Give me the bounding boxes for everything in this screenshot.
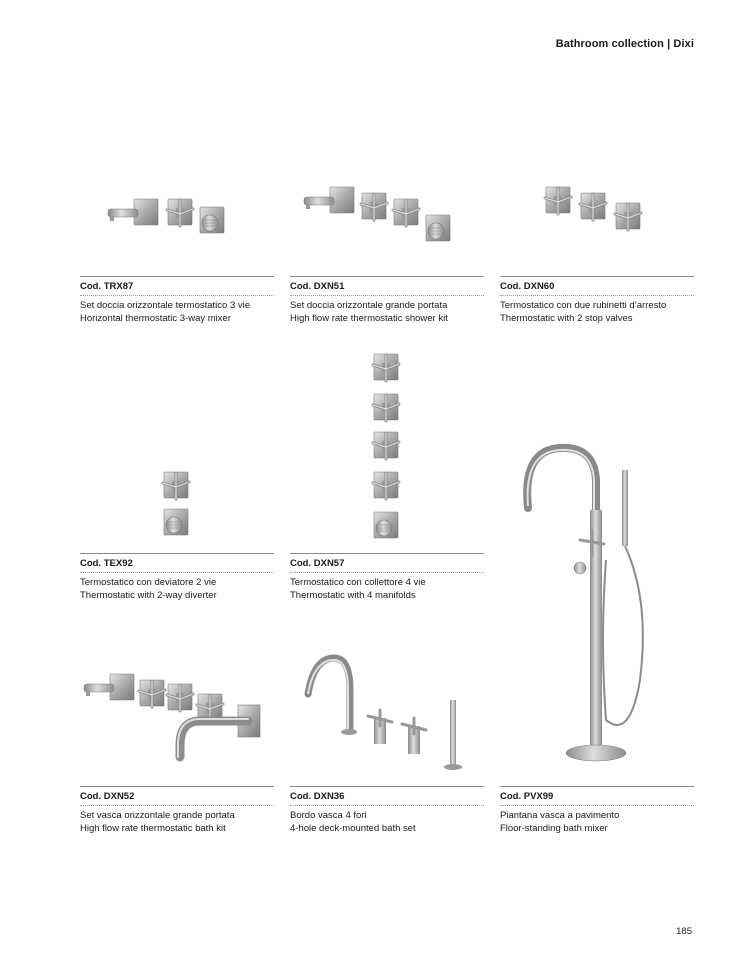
product-description	[290, 810, 490, 835]
product-image	[500, 170, 694, 270]
description-italian: Piantana vasca a pavimento	[500, 810, 620, 821]
description-english: Thermostatic with 2 stop valves	[500, 312, 633, 324]
product-code: Cod. DXN36	[290, 786, 484, 806]
product-image	[80, 455, 274, 550]
description-english: Horizontal thermostatic 3-way mixer	[80, 312, 231, 324]
product-code: Cod. DXN60	[500, 276, 694, 296]
description-english: 4-hole deck-mounted bath set	[290, 822, 416, 834]
description-italian: Termostatico con deviatore 2 vie	[80, 577, 217, 588]
product-code: Cod. DXN57	[290, 553, 484, 573]
product-description	[500, 300, 700, 325]
product-description	[290, 577, 490, 602]
product-image	[80, 665, 274, 783]
description-italian: Termostatico con due rubinetti d’arresto	[500, 300, 667, 311]
product-code: Cod. DXN51	[290, 276, 484, 296]
product-image	[290, 650, 484, 783]
product-code: Cod. TEX92	[80, 553, 274, 573]
product-image	[500, 440, 694, 783]
description-english: High flow rate thermostatic bath kit	[80, 822, 226, 834]
description-italian: Set vasca orizzontale grande portata	[80, 810, 235, 821]
description-english: Thermostatic with 2-way diverter	[80, 589, 217, 601]
description-english: Floor-standing bath mixer	[500, 822, 608, 834]
product-image	[290, 170, 484, 270]
product-description	[290, 300, 490, 325]
description-italian: Termostatico con collettore 4 vie	[290, 577, 426, 588]
product-description	[80, 577, 280, 602]
description-italian: Bordo vasca 4 fori	[290, 810, 367, 821]
page-header: Bathroom collection | Dixi	[555, 38, 694, 50]
product-image	[290, 345, 484, 550]
product-code: Cod. PVX99	[500, 786, 694, 806]
product-code: Cod. TRX87	[80, 276, 274, 296]
product-description	[500, 810, 700, 835]
product-code: Cod. DXN52	[80, 786, 274, 806]
description-english: High flow rate thermostatic shower kit	[290, 312, 448, 324]
page-number: 185	[676, 926, 692, 937]
description-italian: Set doccia orizzontale termostatico 3 vie	[80, 300, 251, 311]
product-description	[80, 300, 280, 325]
description-italian: Set doccia orizzontale grande portata	[290, 300, 448, 311]
product-description	[80, 810, 280, 835]
product-image	[80, 170, 274, 270]
description-english: Thermostatic with 4 manifolds	[290, 589, 416, 601]
